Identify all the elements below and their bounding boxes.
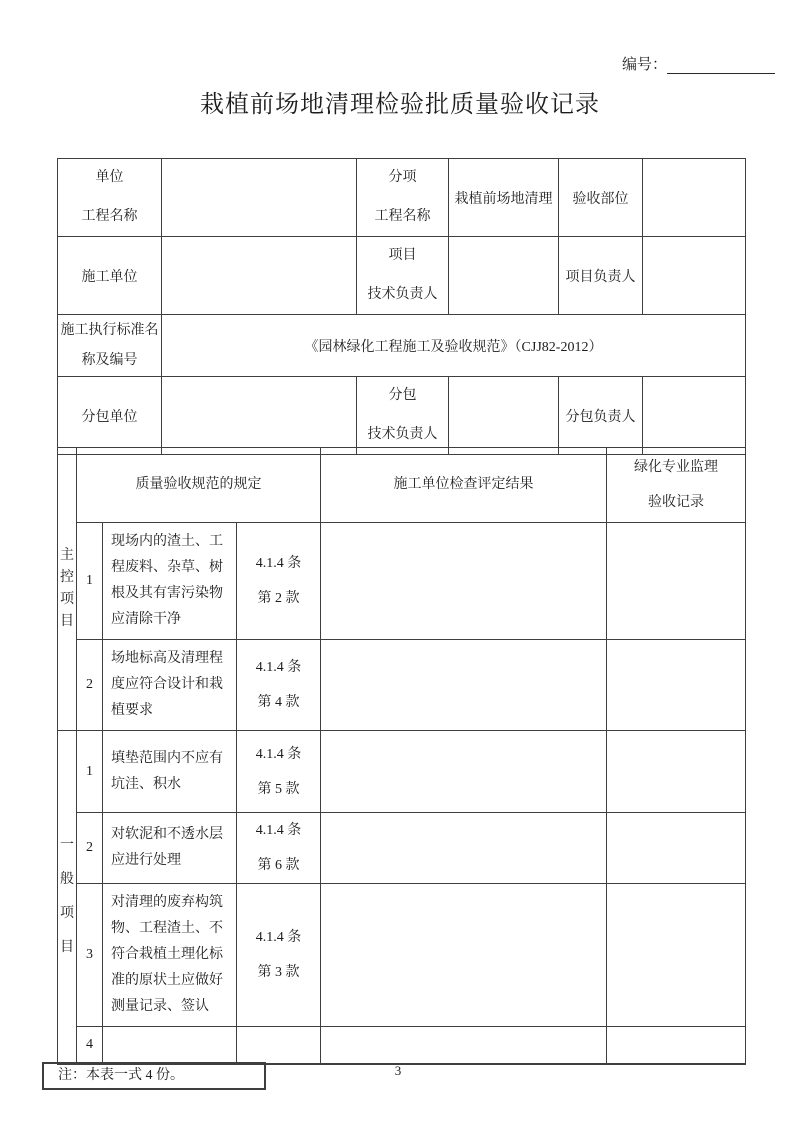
item-number: 2 xyxy=(77,813,103,884)
item-description: 场地标高及清理程度应符合设计和栽植要求 xyxy=(103,640,237,731)
table-row xyxy=(58,640,746,731)
result-cell xyxy=(321,813,607,884)
supervision-cell xyxy=(607,523,746,640)
item-description: 对清理的废弃构筑物、工程渣土、不符合栽植土理化标准的原状土应做好测量记录、签认 xyxy=(103,884,237,1027)
table-row xyxy=(58,813,746,884)
item-clause: 4.1.4 条 第 4 款 xyxy=(237,640,321,731)
page-number: 3 xyxy=(394,1063,402,1078)
table-row xyxy=(58,523,746,640)
project-leader-label: 项目负责人 xyxy=(559,237,643,315)
item-number: 3 xyxy=(77,884,103,1027)
result-cell xyxy=(321,640,607,731)
item-clause: 4.1.4 条 第 3 款 xyxy=(237,884,321,1027)
subcontract-leader-value xyxy=(643,377,746,455)
item-description: 对软泥和不透水层应进行处理 xyxy=(103,813,237,884)
column-header-result: 施工单位检查评定结果 xyxy=(321,448,607,523)
table-row xyxy=(58,1027,746,1064)
item-number: 4 xyxy=(77,1027,103,1064)
column-header-supervision: 绿化专业监理 验收记录 xyxy=(607,448,746,523)
project-tech-leader-label: 项目 技术负责人 xyxy=(357,237,449,315)
code-label: 编号： xyxy=(622,57,668,73)
subcontract-leader-label: 分包负责人 xyxy=(559,377,643,455)
unit-project-name-value xyxy=(162,159,357,237)
supervision-cell xyxy=(607,813,746,884)
execution-standard-value: 《园林绿化工程施工及验收规范》（CJJ82-2012） xyxy=(162,315,746,377)
code-field xyxy=(622,53,775,74)
item-description: 填垫范围内不应有坑洼、积水 xyxy=(103,731,237,813)
inspection-checklist-table xyxy=(57,447,746,1065)
footnote-text: 注：本表一式 4 份。 xyxy=(58,1068,184,1083)
construction-unit-label: 施工单位 xyxy=(58,237,162,315)
code-blank-line xyxy=(667,57,775,74)
column-header-spec: 质量验收规范的规定 xyxy=(77,448,321,523)
result-cell xyxy=(321,731,607,813)
item-clause: 4.1.4 条 第 6 款 xyxy=(237,813,321,884)
project-leader-value xyxy=(643,237,746,315)
sub-project-name-value: 栽植前场地清理 xyxy=(449,159,559,237)
result-cell xyxy=(321,884,607,1027)
item-clause xyxy=(237,1027,321,1064)
unit-project-name-label: 单位 工程名称 xyxy=(58,159,162,237)
section-label-general: 一般项目 xyxy=(58,731,77,1064)
item-description xyxy=(103,1027,237,1064)
result-cell xyxy=(321,523,607,640)
item-description: 现场内的渣土、工程废料、杂草、树根及其有害污染物应清除干净 xyxy=(103,523,237,640)
result-cell xyxy=(321,1027,607,1064)
table-row xyxy=(58,731,746,813)
subcontract-tech-leader-label: 分包 技术负责人 xyxy=(357,377,449,455)
supervision-cell xyxy=(607,731,746,813)
table-row xyxy=(58,884,746,1027)
project-info-table xyxy=(57,158,746,455)
supervision-cell xyxy=(607,640,746,731)
execution-standard-label: 施工执行标准名 称及编号 xyxy=(58,315,162,377)
supervision-cell xyxy=(607,1027,746,1064)
page-title: 栽植前场地清理检验批质量验收记录 xyxy=(200,92,600,118)
item-number: 1 xyxy=(77,523,103,640)
subcontract-tech-leader-value xyxy=(449,377,559,455)
supervision-cell xyxy=(607,884,746,1027)
project-tech-leader-value xyxy=(449,237,559,315)
acceptance-part-value xyxy=(643,159,746,237)
construction-unit-value xyxy=(162,237,357,315)
acceptance-part-label: 验收部位 xyxy=(559,159,643,237)
item-number: 1 xyxy=(77,731,103,813)
item-clause: 4.1.4 条 第 5 款 xyxy=(237,731,321,813)
footnote-box xyxy=(42,1062,266,1090)
subcontract-unit-value xyxy=(162,377,357,455)
item-clause: 4.1.4 条 第 2 款 xyxy=(237,523,321,640)
item-number: 2 xyxy=(77,640,103,731)
sub-project-name-label: 分项 工程名称 xyxy=(357,159,449,237)
section-label-main-control: 主控项目 xyxy=(58,448,77,731)
subcontract-unit-label: 分包单位 xyxy=(58,377,162,455)
